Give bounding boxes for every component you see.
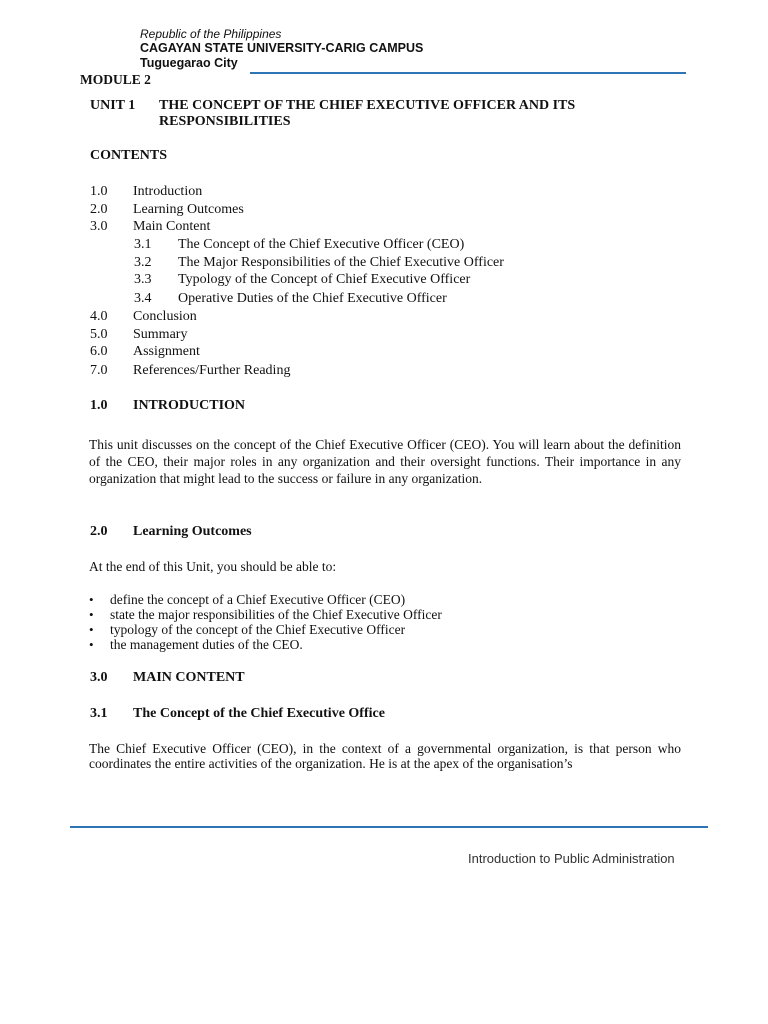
section-3-1-num: 3.1 [90, 706, 108, 721]
unit-number: UNIT 1 [90, 98, 136, 113]
unit-title-line2: RESPONSIBILITIES [159, 114, 291, 129]
contents-num: 4.0 [90, 309, 108, 324]
contents-label: Main Content [133, 219, 211, 234]
intro-heading: INTRODUCTION [133, 398, 246, 413]
section-3-1-paragraph: The Chief Executive Officer (CEO), in the context of a governmental organization, is that person who coordinates the entire activities of the organization. He is at the apex of the organisation’s [89, 741, 681, 771]
module-label: MODULE 2 [80, 72, 151, 87]
header-city: Tuguegarao City [140, 56, 238, 70]
contents-num: 2.0 [90, 202, 108, 217]
outcome-bullet: typology of the concept of the Chief Executive Officer [110, 622, 406, 637]
contents-num: 6.0 [90, 344, 108, 359]
intro-num: 1.0 [90, 398, 108, 413]
bullet-marker: • [89, 592, 94, 607]
section-3-1-heading: The Concept of the Chief Executive Office [133, 706, 385, 721]
contents-heading: CONTENTS [90, 148, 168, 163]
contents-num: 7.0 [90, 363, 108, 378]
contents-subnum: 3.2 [134, 255, 152, 270]
contents-subnum: 3.3 [134, 272, 152, 287]
contents-label: Learning Outcomes [133, 202, 244, 217]
footer-rule [70, 826, 708, 828]
contents-sublabel: Typology of the Concept of Chief Executive Officer [178, 272, 471, 287]
contents-sublabel: The Major Responsibilities of the Chief Executive Officer [178, 255, 504, 270]
header-republic: Republic of the Philippines [140, 27, 282, 41]
contents-num: 3.0 [90, 219, 108, 234]
outcomes-heading: Learning Outcomes [133, 524, 252, 539]
contents-label: Introduction [133, 184, 203, 199]
main-heading: MAIN CONTENT [133, 670, 245, 685]
contents-label: Summary [133, 327, 188, 342]
contents-label: Conclusion [133, 309, 197, 324]
outcomes-num: 2.0 [90, 524, 108, 539]
contents-label: References/Further Reading [133, 363, 291, 378]
contents-sublabel: The Concept of the Chief Executive Officer (CEO) [178, 237, 465, 252]
contents-subnum: 3.1 [134, 237, 152, 252]
bullet-marker: • [89, 637, 94, 652]
intro-paragraph: This unit discusses on the concept of the Chief Executive Officer (CEO). You will learn about the definition of the CEO, their major roles in any organization and their oversight functions. Their importance in any organization that might lead to the success or failure in any organization. [89, 437, 681, 486]
header-rule [250, 72, 686, 74]
outcome-bullet: state the major responsibilities of the Chief Executive Officer [110, 607, 442, 622]
bullet-marker: • [89, 607, 94, 622]
contents-label: Assignment [133, 344, 200, 359]
unit-title-line1: THE CONCEPT OF THE CHIEF EXECUTIVE OFFICER AND ITS [159, 98, 576, 113]
footer-title: Introduction to Public Administration [468, 851, 675, 866]
outcomes-lead: At the end of this Unit, you should be able to: [89, 559, 337, 574]
contents-num: 5.0 [90, 327, 108, 342]
contents-sublabel: Operative Duties of the Chief Executive Officer [178, 291, 447, 306]
bullet-marker: • [89, 622, 94, 637]
contents-num: 1.0 [90, 184, 108, 199]
outcome-bullet: define the concept of a Chief Executive Officer (CEO) [110, 592, 406, 607]
header-university: CAGAYAN STATE UNIVERSITY-CARIG CAMPUS [140, 41, 424, 55]
main-num: 3.0 [90, 670, 108, 685]
contents-subnum: 3.4 [134, 291, 152, 306]
outcome-bullet: the management duties of the CEO. [110, 637, 303, 652]
